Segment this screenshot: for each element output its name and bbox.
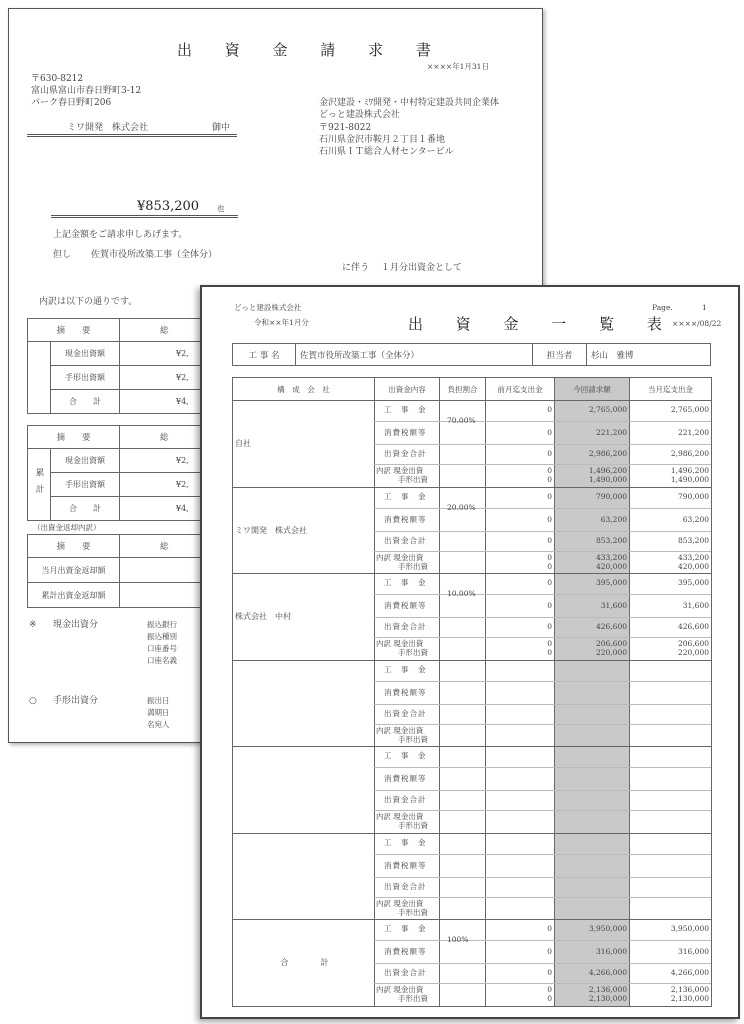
invoice-amount: ¥853,200 <box>137 199 200 214</box>
item-label: 出資金合計 <box>384 968 427 977</box>
row-label: 手形出資額 <box>50 365 120 390</box>
cumulative-amount: 433,200 <box>677 552 709 562</box>
cash-mark: ※ <box>29 620 37 630</box>
item-label: 手形出資 <box>398 907 428 917</box>
table-header-1: 出資金内容 <box>374 377 440 401</box>
refund-caption: （出資金返却内訳） <box>33 523 101 532</box>
sub-row-divider <box>374 790 711 791</box>
sub-row-divider <box>374 724 711 725</box>
recipient-honorific: 御中 <box>212 123 231 133</box>
item-label: 内訳 現金出資 <box>376 725 424 735</box>
contribution-list-page <box>200 285 740 1019</box>
project-label: 工 事 名 <box>232 343 296 366</box>
cash-field-label: 口座名義 <box>147 656 177 665</box>
company-name: 自社 <box>232 400 375 488</box>
invoice-date: ××××年1月31日 <box>427 62 489 71</box>
cumulative-amount: 221,200 <box>677 428 709 437</box>
amount-suffix: 也 <box>217 204 225 213</box>
ratio: 70.00% <box>447 416 476 425</box>
prev-amount: 0 <box>547 985 552 994</box>
cumulative-amount: 395,000 <box>677 578 709 587</box>
cumulative-amount: 790,000 <box>677 491 709 501</box>
sender-company: どっと建設株式会社 <box>319 110 400 120</box>
cumulative-amount: 2,136,000 <box>670 985 709 994</box>
row-value: ¥2, <box>119 448 319 473</box>
list-title: 出 資 金 一 覧 表 <box>408 315 676 333</box>
ratio: 20.00% <box>447 502 476 512</box>
col-header-total: 総 <box>119 425 319 449</box>
project-name: 佐賀市役所改築工事（全体分） <box>295 343 533 366</box>
page-number: 1 <box>702 303 707 312</box>
cash-field-label: 口座番号 <box>147 644 177 653</box>
item-label: 内訳 現金出資 <box>376 466 424 475</box>
item-label: 消費税額等 <box>384 947 427 956</box>
current-amount: 63,200 <box>600 514 627 524</box>
prev-amount: 0 <box>547 947 552 956</box>
sub-row-divider <box>374 704 711 705</box>
breakdown-intro: 内訳は以下の通りです。 <box>39 297 138 307</box>
page-label: Page. <box>652 303 673 312</box>
note-mark: ○ <box>29 696 37 706</box>
prev-amount: 0 <box>547 428 552 437</box>
item-label: 手形出資 <box>398 648 428 657</box>
row-value: ¥2, <box>119 341 319 366</box>
row-label: 当月出資金返却額 <box>27 557 120 583</box>
request-text: 上記金額をご請求申しあげます。 <box>53 230 188 240</box>
item-label: 内訳 現金出資 <box>376 552 424 562</box>
item-label: 消費税額等 <box>384 860 427 870</box>
recipient-line <box>27 122 237 137</box>
row-label: 累計出資金返却額 <box>27 582 120 608</box>
cumulative-amount: 206,600 <box>677 639 709 648</box>
list-period: 令和××年1月分 <box>254 318 309 327</box>
proviso: 佐賀市役所改築工事（全体分） <box>91 250 218 260</box>
recipient-address1: 富山県富山市春日野町3-12 <box>31 86 142 96</box>
sub-row-divider <box>374 421 711 422</box>
prev-amount: 0 <box>547 578 552 587</box>
sub-row-divider <box>374 531 711 532</box>
table-header-3: 前月迄支出金 <box>485 377 555 401</box>
prev-amount: 0 <box>547 449 552 458</box>
cash-field-label: 振込銀行 <box>147 620 177 629</box>
table-header-5: 当月迄支出金 <box>629 377 712 401</box>
note-field-label: 名宛人 <box>147 720 170 729</box>
cumulative-amount: 31,600 <box>682 601 709 610</box>
person-label: 担当者 <box>532 343 587 366</box>
ratio: 100% <box>447 935 469 944</box>
prev-amount: 0 <box>547 475 552 484</box>
table-header-2: 負担割合 <box>439 377 486 401</box>
sub-row-divider <box>374 637 711 638</box>
side-label <box>27 341 51 414</box>
company-name: ミワ開発 株式会社 <box>232 487 375 575</box>
sender-postal: 〒921-8022 <box>319 123 372 133</box>
row-value: ¥2, <box>119 365 319 390</box>
current-amount: 853,200 <box>595 535 627 545</box>
recipient-address2: パーク春日野町206 <box>31 98 112 108</box>
cumulative-amount: 420,000 <box>677 561 709 571</box>
sub-row-divider <box>374 508 711 509</box>
current-amount: 420,000 <box>595 561 627 571</box>
current-amount: 220,000 <box>595 648 627 657</box>
sub-row-divider <box>374 963 711 964</box>
col-header-summary: 摘 要 <box>27 425 120 449</box>
prev-amount: 0 <box>547 405 552 414</box>
item-label: 工 事 金 <box>384 751 427 760</box>
person-name: 杉山 雅博 <box>586 343 711 366</box>
item-label: 手形出資 <box>398 821 428 830</box>
prev-amount: 0 <box>547 994 552 1003</box>
item-label: 出資金合計 <box>384 622 427 631</box>
sub-row-divider <box>374 444 711 445</box>
proviso-label: 但し <box>53 250 72 260</box>
item-label: 手形出資 <box>398 734 428 744</box>
current-amount: 2,986,200 <box>588 449 627 458</box>
side-label: 累計 <box>27 448 51 521</box>
cumulative-amount: 220,000 <box>677 648 709 657</box>
current-amount: 790,000 <box>595 491 627 501</box>
prev-amount: 0 <box>547 968 552 977</box>
current-amount: 1,490,000 <box>588 475 627 484</box>
recipient-postal: 〒630-8212 <box>31 74 84 84</box>
item-label: 内訳 現金出資 <box>376 812 424 821</box>
period-text: １月分出資金として <box>381 263 463 273</box>
item-label: 消費税額等 <box>384 774 427 783</box>
item-label: 出資金合計 <box>384 535 427 545</box>
cash-label: 現金出資分 <box>53 620 99 630</box>
cumulative-amount: 3,950,000 <box>670 924 709 933</box>
table-header-4: 今回請求額 <box>554 377 630 401</box>
cumulative-amount: 63,200 <box>682 514 709 524</box>
item-label: 工 事 金 <box>384 924 427 933</box>
sub-row-divider <box>374 940 711 941</box>
item-label: 内訳 現金出資 <box>376 898 424 908</box>
company-name <box>232 660 375 748</box>
prev-amount: 0 <box>547 648 552 657</box>
row-label: 現金出資額 <box>50 448 120 473</box>
row-value: ¥2, <box>119 472 319 497</box>
prev-amount: 0 <box>547 514 552 524</box>
list-date: ××××/08/22 <box>672 319 722 328</box>
recipient-company: ミワ開発 株式会社 <box>67 123 149 133</box>
item-label: 工 事 金 <box>384 491 427 501</box>
sender-address1: 石川県金沢市鞍月２丁目１番地 <box>319 135 446 145</box>
prev-amount: 0 <box>547 552 552 562</box>
item-label: 内訳 現金出資 <box>376 985 424 994</box>
sub-row-divider <box>374 897 711 898</box>
prev-amount: 0 <box>547 561 552 571</box>
item-label: 出資金合計 <box>384 708 427 718</box>
row-label: 合 計 <box>50 496 120 521</box>
current-amount: 426,600 <box>595 622 627 631</box>
ratio: 10.00% <box>447 589 476 598</box>
row-label: 現金出資額 <box>50 341 120 366</box>
cumulative-amount: 426,600 <box>677 622 709 631</box>
table-header-0: 構 成 会 社 <box>232 377 375 401</box>
prev-amount: 0 <box>547 601 552 610</box>
sub-row-divider <box>374 767 711 768</box>
note-field-label: 満期日 <box>147 708 170 717</box>
sender-jv: 金沢建設・ﾐﾜ開発・中村特定建設共同企業体 <box>319 98 500 108</box>
note-label: 手形出資分 <box>53 696 99 706</box>
company-name: 株式会社 中村 <box>232 573 375 661</box>
item-label: 工 事 金 <box>384 405 427 414</box>
row-value: ¥4, <box>119 389 319 414</box>
current-amount: 2,765,000 <box>588 405 627 414</box>
row-value: ¥4, <box>119 496 319 521</box>
item-label: 手形出資 <box>398 475 428 484</box>
current-amount: 4,266,000 <box>588 968 627 977</box>
current-amount: 395,000 <box>595 578 627 587</box>
current-amount: 1,496,200 <box>588 466 627 475</box>
row-label: 合 計 <box>50 389 120 414</box>
item-label: 工 事 金 <box>384 578 427 587</box>
sub-row-divider <box>374 551 711 552</box>
current-amount: 31,600 <box>600 601 627 610</box>
invoice-title: 出 資 金 請 求 書 <box>177 41 445 59</box>
item-label: 手形出資 <box>398 561 428 571</box>
item-label: 工 事 金 <box>384 664 427 674</box>
item-label: 内訳 現金出資 <box>376 639 424 648</box>
current-amount: 3,950,000 <box>588 924 627 933</box>
sub-row-divider <box>374 594 711 595</box>
item-label: 消費税額等 <box>384 514 427 524</box>
sub-row-divider <box>374 617 711 618</box>
prev-amount: 0 <box>547 535 552 545</box>
sub-row-divider <box>374 983 711 984</box>
accompany-text: に伴う <box>342 263 370 273</box>
current-amount: 221,200 <box>595 428 627 437</box>
col-header-total: 総 <box>119 534 319 558</box>
prev-amount: 0 <box>547 491 552 501</box>
company-name <box>232 833 375 921</box>
current-amount: 316,000 <box>595 947 627 956</box>
cumulative-amount: 853,200 <box>677 535 709 545</box>
note-field-label: 振出日 <box>147 696 170 705</box>
item-label: 出資金合計 <box>384 795 427 804</box>
cumulative-amount: 1,490,000 <box>670 475 709 484</box>
item-label: 工 事 金 <box>384 837 427 847</box>
item-label: 消費税額等 <box>384 428 427 437</box>
sender-address2: 石川県ＩＴ総合人材センタービル <box>319 147 454 157</box>
cash-field-label: 振込種別 <box>147 632 177 641</box>
item-label: 手形出資 <box>398 994 428 1003</box>
sub-row-divider <box>374 854 711 855</box>
sub-row-divider <box>374 681 711 682</box>
cumulative-amount: 1,496,200 <box>670 466 709 475</box>
cumulative-amount: 2,130,000 <box>670 994 709 1003</box>
current-amount: 2,136,000 <box>588 985 627 994</box>
cumulative-amount: 316,000 <box>677 947 709 956</box>
prev-amount: 0 <box>547 622 552 631</box>
col-header-summary: 摘 要 <box>27 534 120 558</box>
current-amount: 2,130,000 <box>588 994 627 1003</box>
list-company: どっと建設株式会社 <box>234 303 302 312</box>
company-name <box>232 746 375 834</box>
prev-amount: 0 <box>547 639 552 648</box>
sub-row-divider <box>374 464 711 465</box>
item-label: 消費税額等 <box>384 601 427 610</box>
company-name: 合 計 <box>232 919 375 1007</box>
sub-row-divider <box>374 877 711 878</box>
cumulative-amount: 2,765,000 <box>670 405 709 414</box>
col-header-summary: 摘 要 <box>27 318 120 342</box>
col-header-total: 総 <box>119 318 319 342</box>
item-label: 出資金合計 <box>384 881 427 891</box>
row-label: 手形出資額 <box>50 472 120 497</box>
amount-line <box>51 199 238 218</box>
sub-row-divider <box>374 810 711 811</box>
item-label: 出資金合計 <box>384 449 427 458</box>
current-amount: 206,600 <box>595 639 627 648</box>
cumulative-amount: 4,266,000 <box>670 968 709 977</box>
cumulative-amount: 2,986,200 <box>670 449 709 458</box>
item-label: 消費税額等 <box>384 687 427 697</box>
current-amount: 433,200 <box>595 552 627 562</box>
prev-amount: 0 <box>547 924 552 933</box>
prev-amount: 0 <box>547 466 552 475</box>
